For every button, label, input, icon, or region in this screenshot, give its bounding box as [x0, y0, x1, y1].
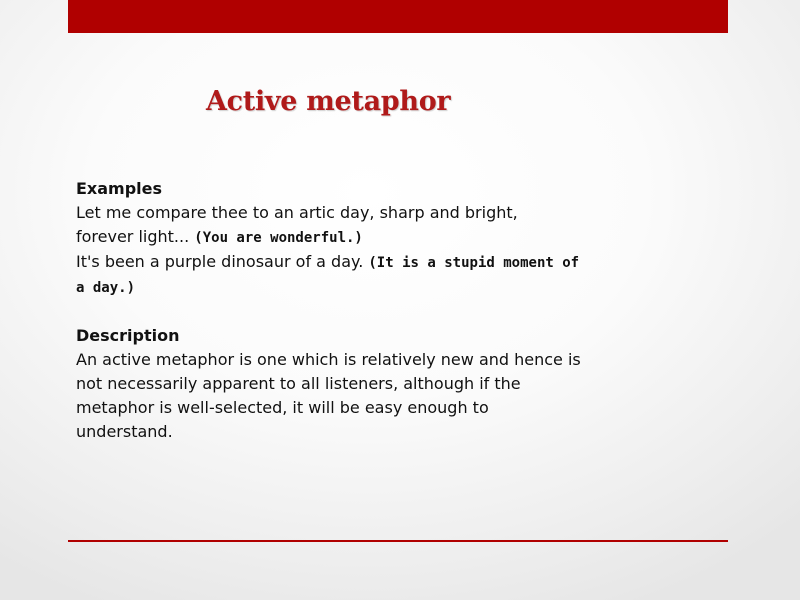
examples-heading: Examples	[76, 179, 163, 198]
description-line: An active metaphor is one which is relatively new and hence is	[76, 350, 581, 369]
description-line: not necessarily apparent to all listeners, although if the	[76, 374, 521, 393]
example-line-3-meaning: (It is a stupid moment of	[368, 255, 580, 271]
section-gap	[76, 300, 666, 324]
slide-body	[76, 177, 666, 444]
example-line-4-meaning: a day.)	[76, 280, 136, 296]
bottom-divider	[68, 540, 728, 542]
description-line: metaphor is well-selected, it will be easy enough to	[76, 398, 489, 417]
description-heading: Description	[76, 326, 180, 345]
example-line-2	[76, 225, 666, 250]
example-line-2-meaning: (You are wonderful.)	[194, 230, 363, 246]
example-line-3	[76, 250, 666, 275]
example-line-2-text: forever light...	[76, 227, 195, 246]
example-line-1: Let me compare thee to an artic day, sharp and bright,	[76, 203, 518, 222]
slide-title: Active metaphor	[206, 86, 451, 117]
top-accent-bar	[68, 0, 728, 33]
description-line: understand.	[76, 422, 173, 441]
example-line-4	[76, 275, 666, 300]
example-line-3-text: It's been a purple dinosaur of a day.	[76, 252, 369, 271]
